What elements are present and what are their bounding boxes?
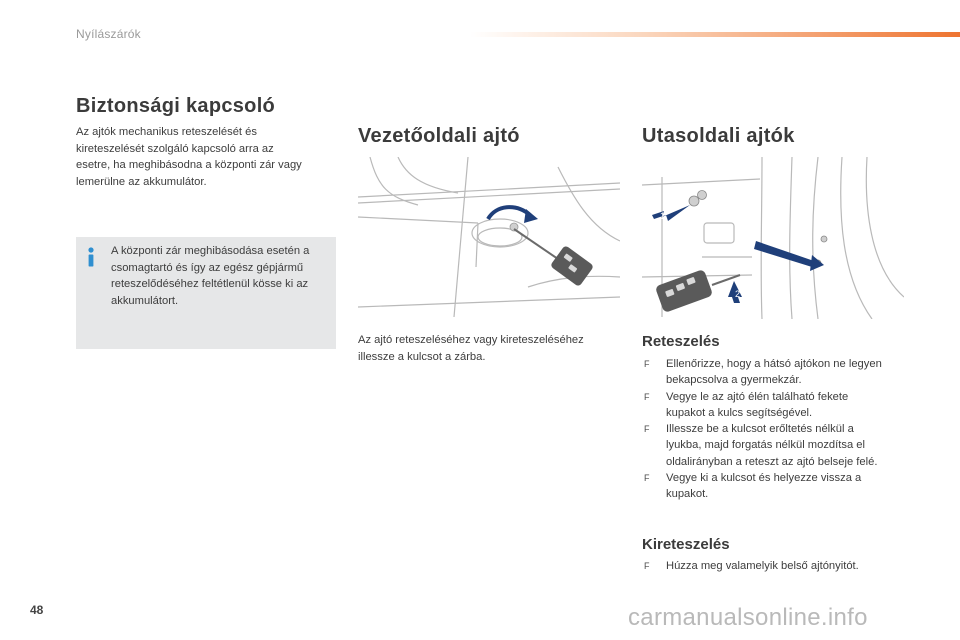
locking-steps xyxy=(642,356,912,503)
bullet-icon: F xyxy=(644,424,650,435)
list-item: F Vegye ki a kulcsot és helyezze vissza a kupakot. xyxy=(644,472,862,501)
figure-label-2: 2 xyxy=(735,289,741,299)
passenger-door-lock-illustration xyxy=(642,157,904,319)
driver-door-title: Vezetőoldali ajtó xyxy=(358,125,520,147)
bullet-icon: F xyxy=(644,391,650,402)
watermark: carmanualsonline.info xyxy=(628,604,868,631)
passenger-doors-title: Utasoldali ajtók xyxy=(642,125,795,147)
locking-heading: Reteszelés xyxy=(642,333,720,350)
figure-label-1: 1 xyxy=(660,211,666,221)
unlocking-heading: Kireteszelés xyxy=(642,536,730,553)
intro-line: Az ajtók mechanikus reteszelését és xyxy=(76,126,257,138)
info-icon xyxy=(84,247,98,267)
list-item: F Vegye le az ajtó élén található fekete kupakot a kulcs segítségével. xyxy=(644,390,849,419)
list-item: F Húzza meg valamelyik belső ajtónyitót. xyxy=(642,558,912,574)
header-accent-bar xyxy=(470,32,960,37)
unlocking-steps xyxy=(642,558,912,574)
intro-line: kireteszelését szolgáló kapcsoló arra az xyxy=(76,142,274,155)
caption-line: Az ajtó reteszeléséhez vagy kireteszeléséhez xyxy=(358,334,584,346)
bullet-icon: F xyxy=(644,561,650,571)
info-line: reteszelődéséhez feltétlenül kösse ki az xyxy=(111,278,309,290)
bullet-icon: F xyxy=(644,359,650,369)
list-item: F Ellenőrizze, hogy a hátsó ajtókon ne legyen bekapcsolva a gyermekzár. xyxy=(644,358,882,387)
bullet-icon: F xyxy=(644,473,650,484)
intro-line: lemerülne az akkumulátor. xyxy=(76,175,207,188)
info-line: A központi zár meghibásodása esetén a xyxy=(111,245,310,257)
section-title: Nyílászárók xyxy=(76,27,141,41)
list-item: F Illessze be a kulcsot erőltetés nélkül a lyukba, majd forgatás nélkül mozdítsa el oldalirányban a reteszt az ajtó belseje felé. xyxy=(644,423,878,468)
driver-door-lock-illustration xyxy=(358,157,620,319)
safety-switch-title: Biztonsági kapcsoló xyxy=(76,95,276,117)
safety-switch-intro xyxy=(76,124,341,190)
intro-line: esetre, ha meghibásodna a központi zár vagy xyxy=(76,159,302,171)
info-line: akkumulátort. xyxy=(111,294,179,307)
caption-line: illessze a kulcsot a zárba. xyxy=(358,350,486,363)
info-text xyxy=(111,243,333,309)
info-line: csomagtartó és így az egész gépjármű xyxy=(111,261,304,274)
driver-door-caption xyxy=(358,332,623,365)
page-number: 48 xyxy=(30,603,44,617)
